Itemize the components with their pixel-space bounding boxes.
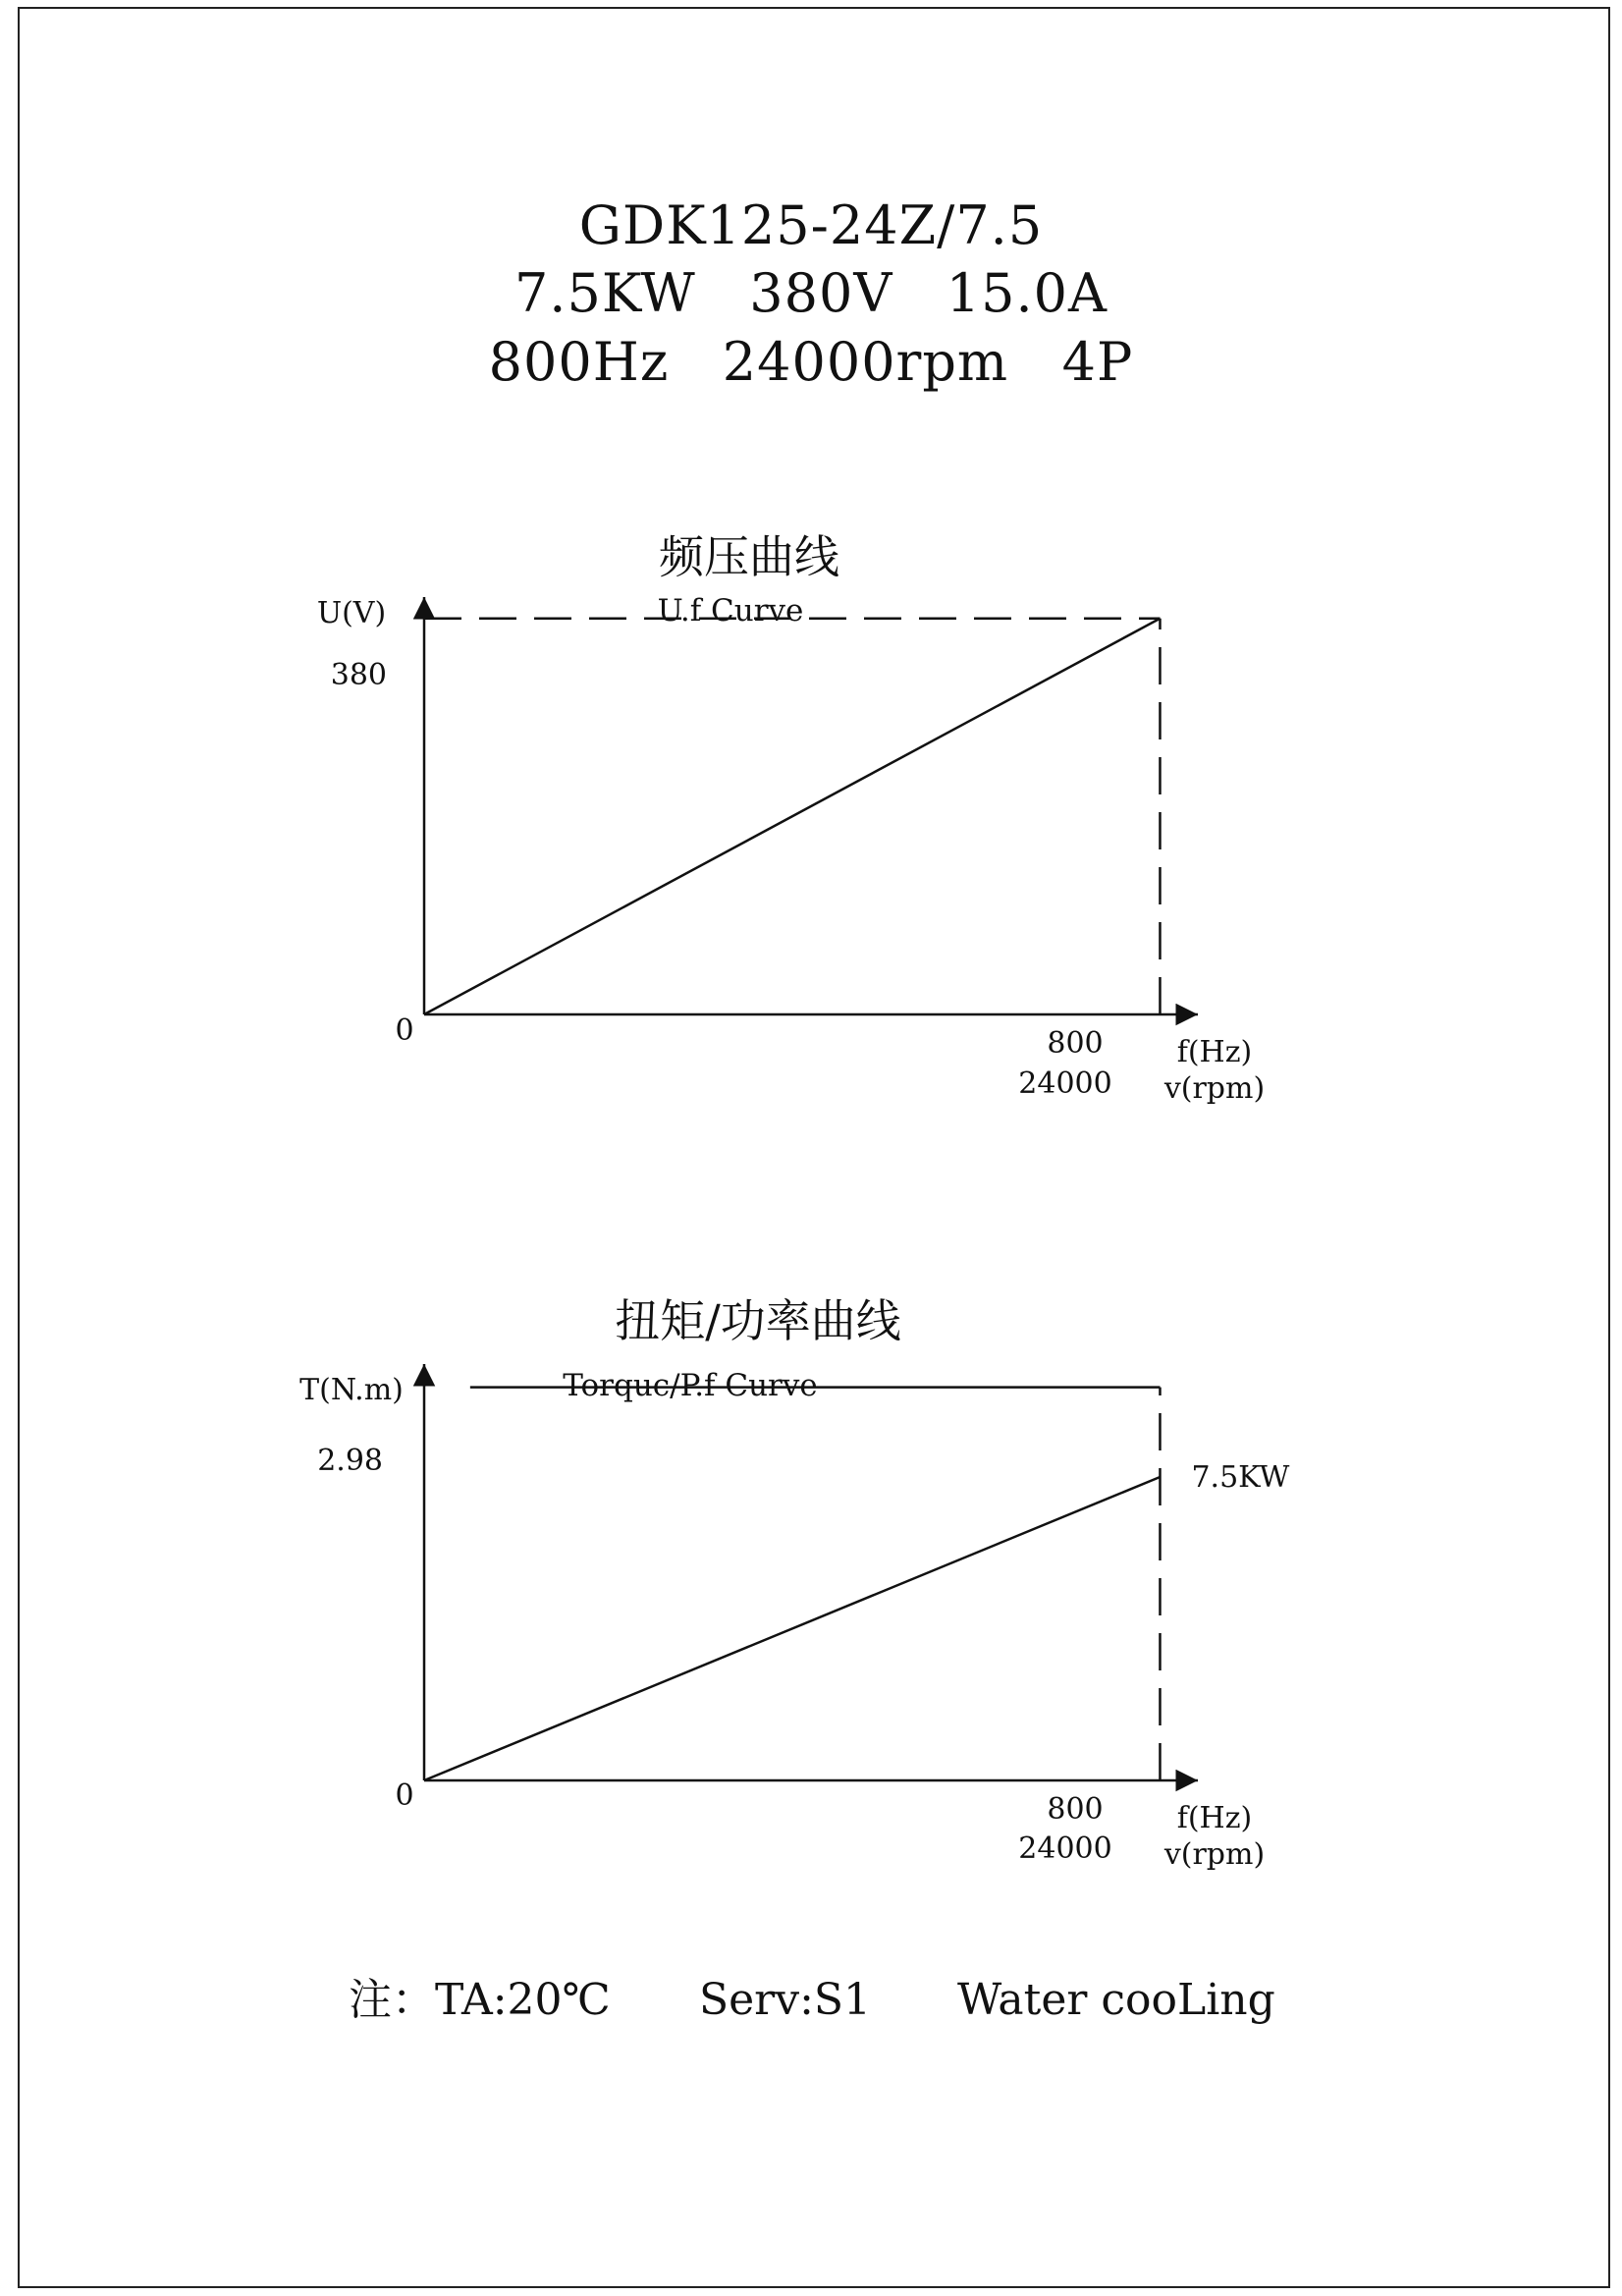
footer-serv: Serv:S1 (699, 1975, 872, 2025)
uf-chart (317, 530, 1265, 1106)
tp-x-axis-label-freq: f(Hz) (1176, 1801, 1253, 1835)
uf-x-axis-label-speed: v(rpm) (1163, 1071, 1266, 1106)
uf-chart-title: 频压曲线 (659, 530, 839, 583)
tp-series-line-1 (424, 1477, 1160, 1780)
torque-power-chart (299, 1294, 1289, 1872)
uf-x-axis-label-freq: f(Hz) (1176, 1035, 1253, 1069)
uf-x-tick-800: 800 (1047, 1026, 1104, 1061)
tp-chart-subtitle: Torquc/P.f Curve (563, 1368, 818, 1403)
tp-x-tick-24000: 24000 (1018, 1831, 1112, 1866)
uf-origin-label: 0 (395, 1013, 414, 1048)
footer-cooling: Water cooLing (957, 1975, 1275, 2025)
footer-note: 注：TA:20℃ (349, 1975, 611, 2025)
uf-x-tick-24000: 24000 (1018, 1066, 1112, 1101)
uf-chart-subtitle: U.f Curve (657, 593, 804, 629)
rating-line: 7.5KW 380V 15.0A (514, 262, 1108, 324)
tp-y-axis-label: T(N.m) (299, 1373, 404, 1407)
tp-x-axis-label-speed: v(rpm) (1163, 1837, 1266, 1872)
uf-series-line-0 (424, 619, 1160, 1014)
uf-y-axis-label: U(V) (316, 596, 387, 630)
uf-y-tick-380: 380 (330, 658, 387, 692)
tp-y-tick-2.98: 2.98 (317, 1444, 383, 1478)
speed-line: 800Hz 24000rpm 4P (488, 331, 1134, 393)
tp-chart-title: 扭矩/功率曲线 (615, 1294, 901, 1347)
model-title: GDK125-24Z/7.5 (578, 194, 1044, 256)
tp-x-tick-800: 800 (1047, 1792, 1104, 1827)
tp-series-end-label-1: 7.5KW (1191, 1459, 1290, 1495)
tp-origin-label: 0 (395, 1778, 414, 1813)
